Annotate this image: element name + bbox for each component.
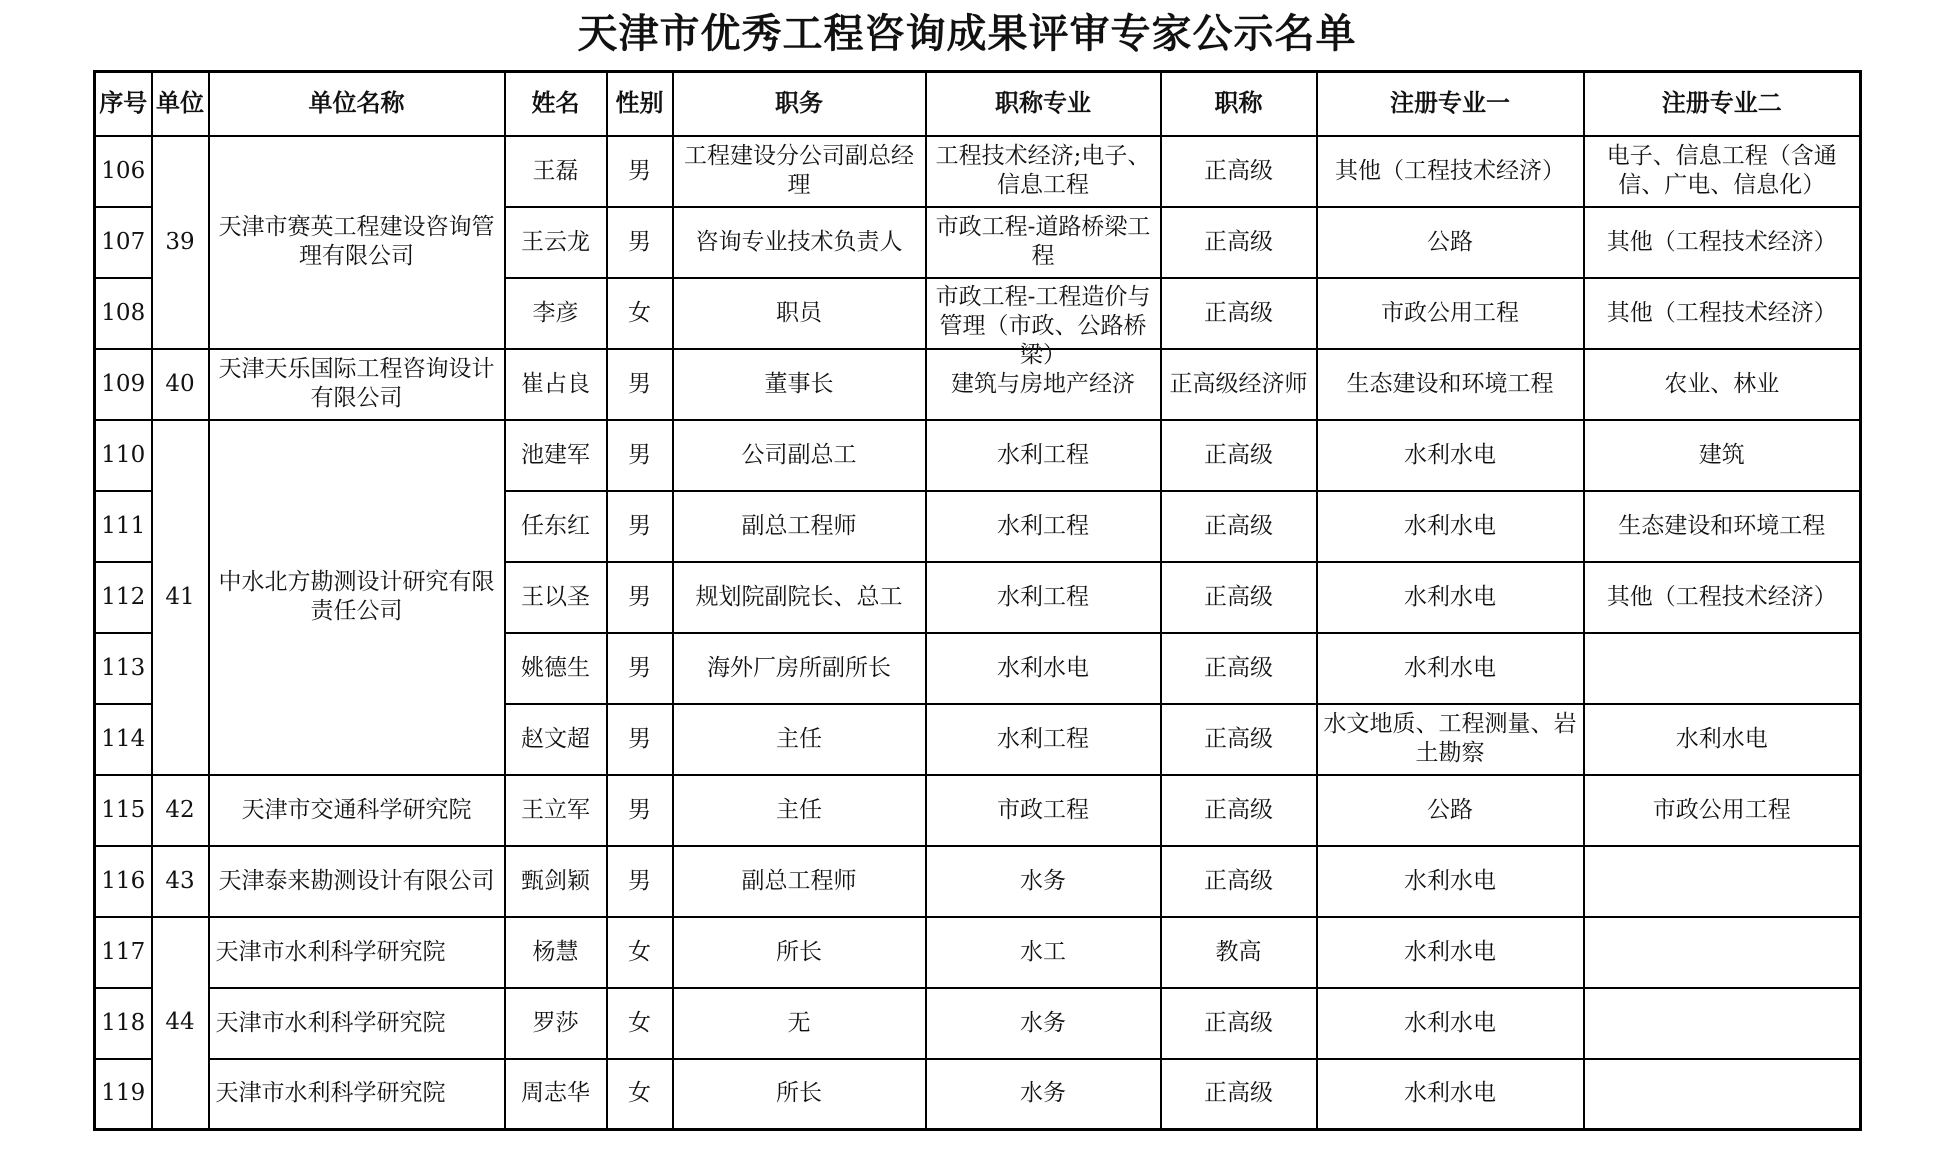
title-major-cell: 水利工程 <box>926 704 1161 775</box>
unit-no-cell: 43 <box>152 846 209 917</box>
name-cell: 周志华 <box>505 1059 607 1130</box>
title-major-cell: 水工 <box>926 917 1161 988</box>
title-cell: 教高 <box>1161 917 1317 988</box>
title-cell: 正高级 <box>1161 1059 1317 1130</box>
reg1-cell: 水利水电 <box>1317 491 1584 562</box>
gender-cell: 男 <box>607 207 673 278</box>
name-cell: 王磊 <box>505 136 607 207</box>
seq-cell: 117 <box>95 917 152 988</box>
gender-cell: 男 <box>607 562 673 633</box>
seq-cell: 111 <box>95 491 152 562</box>
title-cell: 正高级 <box>1161 278 1317 349</box>
unit-name-cell: 天津市赛英工程建设咨询管理有限公司 <box>209 136 505 349</box>
seq-cell: 116 <box>95 846 152 917</box>
table-row <box>95 136 1861 207</box>
seq-cell: 115 <box>95 775 152 846</box>
position-cell: 所长 <box>673 917 926 988</box>
name-cell: 王云龙 <box>505 207 607 278</box>
position-cell: 咨询专业技术负责人 <box>673 207 926 278</box>
header-gender: 性别 <box>607 72 673 136</box>
gender-cell: 男 <box>607 775 673 846</box>
reg2-cell: 市政公用工程 <box>1584 775 1861 846</box>
gender-cell: 男 <box>607 136 673 207</box>
seq-cell: 110 <box>95 420 152 491</box>
title-major-cell: 水务 <box>926 988 1161 1059</box>
title-major-cell: 水利水电 <box>926 633 1161 704</box>
title-cell: 正高级 <box>1161 775 1317 846</box>
gender-cell: 女 <box>607 988 673 1059</box>
title-cell: 正高级 <box>1161 420 1317 491</box>
title-major-cell: 市政工程-道路桥梁工程 <box>926 207 1161 278</box>
seq-cell: 106 <box>95 136 152 207</box>
reg2-cell <box>1584 1059 1861 1130</box>
name-cell: 崔占良 <box>505 349 607 420</box>
position-cell: 董事长 <box>673 349 926 420</box>
reg2-cell <box>1584 633 1861 704</box>
reg2-cell: 生态建设和环境工程 <box>1584 491 1861 562</box>
name-cell: 姚德生 <box>505 633 607 704</box>
header-unit-name: 单位名称 <box>209 72 505 136</box>
header-name: 姓名 <box>505 72 607 136</box>
position-cell: 职员 <box>673 278 926 349</box>
gender-cell: 男 <box>607 491 673 562</box>
title-major-cell: 水务 <box>926 1059 1161 1130</box>
position-cell: 公司副总工 <box>673 420 926 491</box>
reg2-cell <box>1584 846 1861 917</box>
table-row <box>95 775 1861 846</box>
table-row <box>95 420 1861 491</box>
seq-cell: 107 <box>95 207 152 278</box>
header-position: 职务 <box>673 72 926 136</box>
name-cell: 甄剑颖 <box>505 846 607 917</box>
expert-list-table <box>93 70 1862 1131</box>
name-cell: 赵文超 <box>505 704 607 775</box>
position-cell: 工程建设分公司副总经理 <box>673 136 926 207</box>
unit-name-cell: 天津市水利科学研究院 <box>209 917 505 988</box>
reg1-cell: 水利水电 <box>1317 420 1584 491</box>
title-cell: 正高级 <box>1161 562 1317 633</box>
reg1-cell: 水文地质、工程测量、岩土勘察 <box>1317 704 1584 775</box>
header-reg1: 注册专业一 <box>1317 72 1584 136</box>
position-cell: 主任 <box>673 775 926 846</box>
table-row <box>95 917 1861 988</box>
name-cell: 王立军 <box>505 775 607 846</box>
reg1-cell: 公路 <box>1317 775 1584 846</box>
seq-cell: 114 <box>95 704 152 775</box>
reg2-cell: 农业、林业 <box>1584 349 1861 420</box>
header-unit-no: 单位 <box>152 72 209 136</box>
gender-cell: 男 <box>607 704 673 775</box>
unit-no-cell: 40 <box>152 349 209 420</box>
title-major-cell: 工程技术经济;电子、信息工程 <box>926 136 1161 207</box>
gender-cell: 女 <box>607 1059 673 1130</box>
reg2-cell: 其他（工程技术经济） <box>1584 278 1861 349</box>
title-cell: 正高级 <box>1161 491 1317 562</box>
unit-no-cell: 44 <box>152 917 209 1130</box>
header-title: 职称 <box>1161 72 1317 136</box>
title-major-cell: 建筑与房地产经济 <box>926 349 1161 420</box>
position-cell: 海外厂房所副所长 <box>673 633 926 704</box>
table-row <box>95 846 1861 917</box>
position-cell: 副总工程师 <box>673 491 926 562</box>
unit-name-cell: 天津市水利科学研究院 <box>209 988 505 1059</box>
document-title: 天津市优秀工程咨询成果评审专家公示名单 <box>577 11 1357 57</box>
title-major-cell: 水务 <box>926 846 1161 917</box>
gender-cell: 女 <box>607 917 673 988</box>
title-cell: 正高级 <box>1161 633 1317 704</box>
reg1-cell: 公路 <box>1317 207 1584 278</box>
gender-cell: 男 <box>607 633 673 704</box>
name-cell: 罗莎 <box>505 988 607 1059</box>
table-row <box>95 1059 1861 1130</box>
title-major-cell <box>926 278 1161 368</box>
unit-name-cell: 天津天乐国际工程咨询设计有限公司 <box>209 349 505 420</box>
reg1-cell: 生态建设和环境工程 <box>1317 349 1584 420</box>
unit-no-cell: 39 <box>152 136 209 349</box>
title-cell: 正高级 <box>1161 988 1317 1059</box>
seq-cell: 109 <box>95 349 152 420</box>
table-row <box>95 349 1861 420</box>
table-row <box>95 988 1861 1059</box>
reg2-cell: 电子、信息工程（含通信、广电、信息化） <box>1584 136 1861 207</box>
name-cell: 王以圣 <box>505 562 607 633</box>
title-major-text: 市政工程-工程造价与管理（市政、公路桥梁） <box>935 284 1151 368</box>
gender-cell: 男 <box>607 846 673 917</box>
title-cell: 正高级 <box>1161 846 1317 917</box>
title-cell: 正高级 <box>1161 207 1317 278</box>
reg1-cell: 水利水电 <box>1317 917 1584 988</box>
seq-cell: 112 <box>95 562 152 633</box>
reg2-cell: 水利水电 <box>1584 704 1861 775</box>
position-cell: 规划院副院长、总工 <box>673 562 926 633</box>
seq-cell: 119 <box>95 1059 152 1130</box>
gender-cell: 男 <box>607 349 673 420</box>
title-cell: 正高级 <box>1161 136 1317 207</box>
position-cell: 副总工程师 <box>673 846 926 917</box>
gender-cell: 女 <box>607 278 673 349</box>
reg1-cell: 水利水电 <box>1317 562 1584 633</box>
name-cell: 任东红 <box>505 491 607 562</box>
name-cell: 李彦 <box>505 278 607 349</box>
title-cell: 正高级经济师 <box>1161 349 1317 420</box>
title-major-cell: 水利工程 <box>926 562 1161 633</box>
seq-cell: 113 <box>95 633 152 704</box>
unit-name-cell: 天津市交通科学研究院 <box>209 775 505 846</box>
reg1-cell: 水利水电 <box>1317 1059 1584 1130</box>
position-cell: 主任 <box>673 704 926 775</box>
reg1-cell: 水利水电 <box>1317 846 1584 917</box>
reg2-cell: 其他（工程技术经济） <box>1584 207 1861 278</box>
reg2-cell <box>1584 917 1861 988</box>
reg1-cell: 水利水电 <box>1317 633 1584 704</box>
seq-cell: 118 <box>95 988 152 1059</box>
name-cell: 池建军 <box>505 420 607 491</box>
position-cell: 无 <box>673 988 926 1059</box>
unit-no-cell: 41 <box>152 420 209 775</box>
gender-cell: 男 <box>607 420 673 491</box>
reg2-cell: 其他（工程技术经济） <box>1584 562 1861 633</box>
title-major-cell: 市政工程 <box>926 775 1161 846</box>
reg1-cell: 市政公用工程 <box>1317 278 1584 349</box>
title-major-cell: 水利工程 <box>926 420 1161 491</box>
reg1-cell: 水利水电 <box>1317 988 1584 1059</box>
reg2-cell: 建筑 <box>1584 420 1861 491</box>
name-cell: 杨慧 <box>505 917 607 988</box>
unit-no-cell: 42 <box>152 775 209 846</box>
position-cell: 所长 <box>673 1059 926 1130</box>
unit-name-cell: 中水北方勘测设计研究有限责任公司 <box>209 420 505 775</box>
header-title-major: 职称专业 <box>926 72 1161 136</box>
header-row <box>95 72 1861 136</box>
title-cell: 正高级 <box>1161 704 1317 775</box>
seq-cell: 108 <box>95 278 152 349</box>
title-major-cell: 水利工程 <box>926 491 1161 562</box>
unit-name-cell: 天津市水利科学研究院 <box>209 1059 505 1130</box>
unit-name-cell: 天津泰来勘测设计有限公司 <box>209 846 505 917</box>
reg1-cell: 其他（工程技术经济） <box>1317 136 1584 207</box>
reg2-cell <box>1584 988 1861 1059</box>
header-seq: 序号 <box>95 72 152 136</box>
header-reg2: 注册专业二 <box>1584 72 1861 136</box>
